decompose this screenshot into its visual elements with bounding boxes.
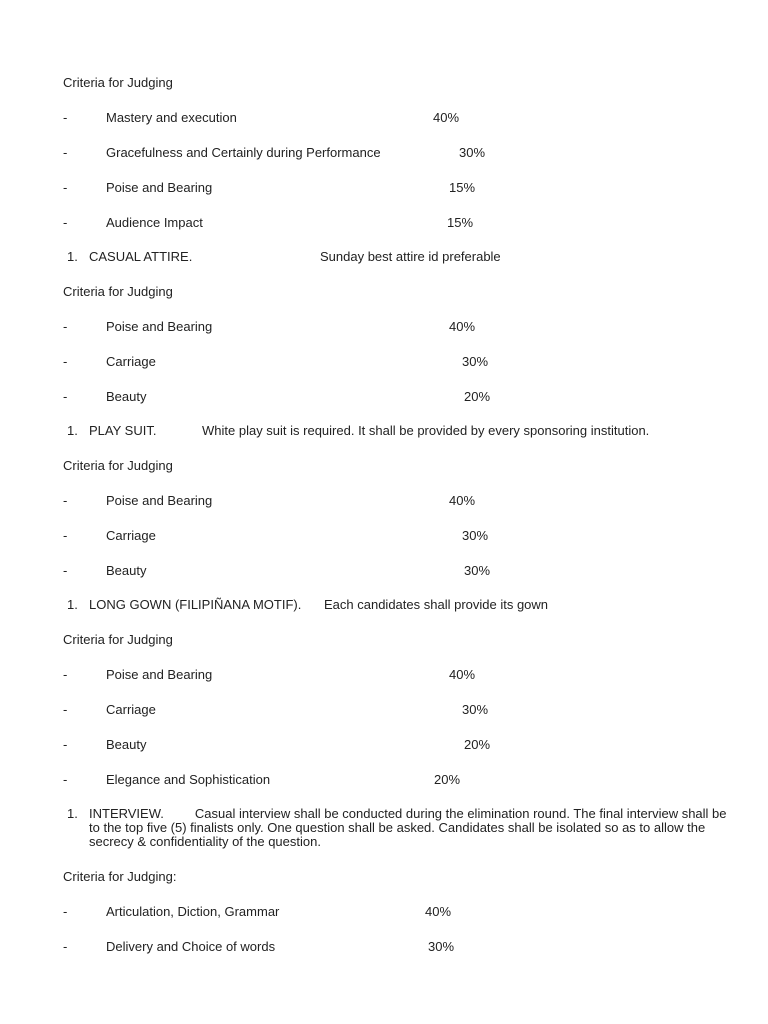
criteria-bullet: -	[63, 772, 68, 787]
criteria-label-text: Carriage	[106, 354, 156, 369]
criteria-label: Criteria for Judging	[63, 458, 173, 473]
criteria-label: Criteria for Judging:	[63, 869, 177, 884]
criteria-label-text: Carriage	[106, 702, 156, 717]
criteria-label-text: Beauty	[106, 737, 147, 752]
criteria-percentage: 30%	[464, 563, 491, 578]
criteria-label-text: Poise and Bearing	[106, 180, 213, 195]
criteria-label-text: Gracefulness and Certainly during Performance	[106, 145, 381, 160]
criteria-percentage: 40%	[433, 110, 460, 125]
criteria-bullet: -	[63, 319, 68, 334]
criteria-bullet: -	[63, 145, 68, 160]
criteria-percentage: 30%	[459, 145, 486, 160]
criteria-label-text: Carriage	[106, 528, 156, 543]
criteria-bullet: -	[63, 737, 68, 752]
criteria-label-text: Audience Impact	[106, 215, 203, 230]
criteria-percentage: 30%	[428, 939, 455, 954]
criteria-bullet: -	[63, 702, 68, 717]
criteria-label-text: Poise and Bearing	[106, 493, 213, 508]
criteria-label: Criteria for Judging	[63, 75, 173, 90]
criteria-bullet: -	[63, 389, 68, 404]
criteria-label: Criteria for Judging	[63, 632, 173, 647]
criteria-bullet: -	[63, 110, 68, 125]
criteria-percentage: 40%	[449, 493, 476, 508]
section-number: 1.	[67, 597, 78, 612]
section-note: White play suit is required. It shall be provided by every sponsoring institution.	[202, 423, 650, 438]
criteria-label-text: Beauty	[106, 563, 147, 578]
section-heading-paragraph	[89, 807, 729, 849]
section-title: LONG GOWN (FILIPIÑANA MOTIF).	[89, 597, 302, 612]
criteria-percentage: 40%	[449, 667, 476, 682]
criteria-percentage: 30%	[462, 702, 489, 717]
section-title: PLAY SUIT.	[89, 423, 157, 438]
criteria-bullet: -	[63, 215, 68, 230]
criteria-label-text: Articulation, Diction, Grammar	[106, 904, 280, 919]
criteria-bullet: -	[63, 667, 68, 682]
criteria-percentage: 20%	[464, 737, 491, 752]
section-number: 1.	[67, 806, 78, 821]
criteria-bullet: -	[63, 180, 68, 195]
criteria-percentage: 40%	[425, 904, 452, 919]
criteria-bullet: -	[63, 528, 68, 543]
section-note: Sunday best attire id preferable	[320, 249, 501, 264]
section-note: Casual interview shall be conducted during the elimination round. The final interview shall be to the top five (5) finalists only. One question shall be asked. Candidates shall be isolated so as to allow the secrecy & confidentiality of the question.	[89, 806, 727, 849]
criteria-bullet: -	[63, 354, 68, 369]
criteria-percentage: 15%	[449, 180, 476, 195]
criteria-label-text: Poise and Bearing	[106, 667, 213, 682]
criteria-label-text: Poise and Bearing	[106, 319, 213, 334]
section-title: INTERVIEW.	[89, 806, 164, 821]
criteria-bullet: -	[63, 904, 68, 919]
criteria-label: Criteria for Judging	[63, 284, 173, 299]
section-number: 1.	[67, 423, 78, 438]
criteria-label-text: Elegance and Sophistication	[106, 772, 271, 787]
criteria-bullet: -	[63, 493, 68, 508]
criteria-percentage: 15%	[447, 215, 474, 230]
criteria-bullet: -	[63, 939, 68, 954]
criteria-bullet: -	[63, 563, 68, 578]
criteria-percentage: 20%	[464, 389, 491, 404]
section-title: CASUAL ATTIRE.	[89, 249, 193, 264]
criteria-label-text: Mastery and execution	[106, 110, 237, 125]
criteria-percentage: 30%	[462, 528, 489, 543]
criteria-percentage: 20%	[434, 772, 461, 787]
criteria-percentage: 40%	[449, 319, 476, 334]
criteria-percentage: 30%	[462, 354, 489, 369]
criteria-label-text: Delivery and Choice of words	[106, 939, 276, 954]
criteria-label-text: Beauty	[106, 389, 147, 404]
section-number: 1.	[67, 249, 78, 264]
section-note: Each candidates shall provide its gown	[324, 597, 549, 612]
